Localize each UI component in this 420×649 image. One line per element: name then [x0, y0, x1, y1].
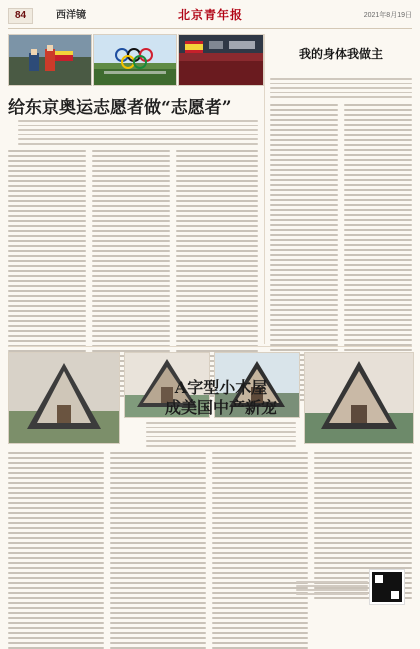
a-frame-cabin-photo-1 [8, 352, 120, 444]
footer-note-text [296, 581, 368, 597]
a-frame-cabin-photo-4 [304, 352, 414, 444]
main-headline: 给东京奥运志愿者做“志愿者” [8, 98, 232, 118]
stadium-flag-photo [178, 34, 264, 86]
qr-code [370, 570, 404, 604]
issue-date: 2021年8月19日 [363, 12, 412, 19]
feature-headline-line-2: 成美国中产新宠 [164, 398, 277, 417]
paper-name: 北京青年报 [178, 8, 244, 22]
olympics-rings-photo [93, 34, 177, 86]
feature-headline-line-1: A字型小木屋 [174, 378, 268, 397]
section-name: 西洋镜 [56, 10, 86, 21]
feature-headline [146, 378, 296, 418]
feature-body-col-2 [110, 452, 206, 649]
feature-body-col-3 [212, 452, 308, 649]
column-divider [264, 34, 265, 344]
sidebar-lede [270, 78, 412, 98]
masthead [8, 8, 412, 24]
sidebar-article-title: 我的身体我做主 [298, 47, 383, 61]
olympics-photo-1 [8, 34, 92, 86]
page-number: 84 [8, 8, 33, 24]
feature-body-col-1 [8, 452, 104, 649]
main-deck [18, 120, 258, 145]
feature-deck [146, 422, 296, 447]
section-divider [8, 346, 412, 347]
masthead-rule [8, 28, 412, 29]
